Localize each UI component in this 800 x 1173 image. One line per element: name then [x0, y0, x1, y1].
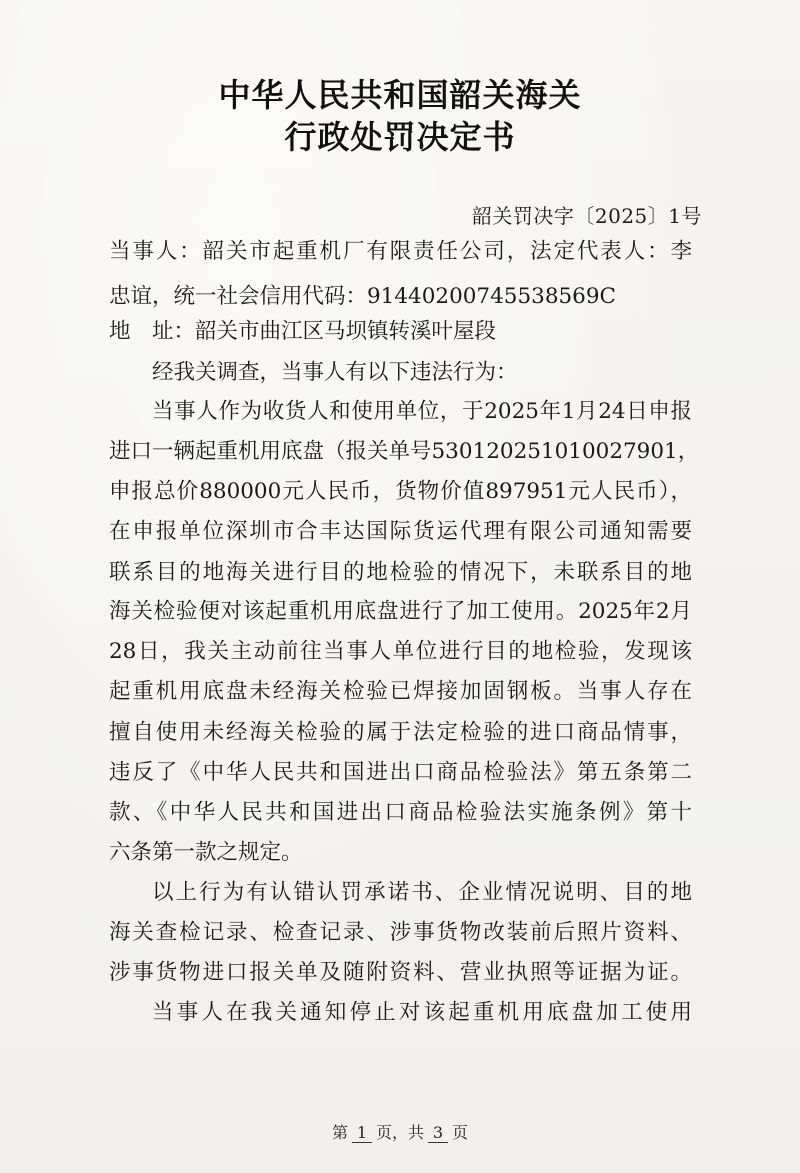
- text-line: 当事人作为收货人和使用单位，于2025年1月24日申报: [152, 399, 692, 424]
- text-line: 忠谊，统一社会信用代码：91440200745538569C: [109, 284, 616, 309]
- text-line: 款、《中华人民共和国进出口商品检验法实施条例》第十: [109, 800, 692, 825]
- text-line: 联系目的地海关进行目的地检验的情况下，未联系目的地: [109, 560, 692, 585]
- page-footer: [0, 1120, 800, 1143]
- document-number: 韶关罚决字〔2025〕1号: [471, 204, 702, 228]
- footer-suffix: 页: [452, 1123, 469, 1142]
- document-title-line1: 中华人民共和国韶关海关: [218, 76, 582, 114]
- text-line: 以上行为有认错认罚承诺书、企业情况说明、目的地: [152, 880, 692, 905]
- document-title-line2: 行政处罚决定书: [284, 118, 516, 156]
- text-line: 六条第一款之规定。: [109, 840, 303, 865]
- text-line: 海关查检记录、检查记录、涉事货物改装前后照片资料、: [109, 920, 692, 945]
- text-line: 经我关调查，当事人有以下违法行为：: [152, 360, 518, 385]
- text-line: 28日，我关主动前往当事人单位进行目的地检验，发现该: [109, 639, 692, 664]
- total-page-number: 3: [428, 1123, 448, 1143]
- text-line: 地 址：韶关市曲江区马坝镇转溪叶屋段: [109, 319, 497, 344]
- text-line: 涉事货物进口报关单及随附资料、营业执照等证据为证。: [109, 960, 692, 985]
- text-line: 擅自使用未经海关检验的属于法定检验的进口商品情事，: [109, 720, 692, 745]
- text-line: 海关检验便对该起重机用底盘进行了加工使用。2025年2月: [109, 599, 692, 624]
- current-page-number: 1: [352, 1123, 372, 1143]
- footer-prefix: 第: [331, 1123, 348, 1142]
- text-line: 违反了《中华人民共和国进出口商品检验法》第五条第二: [109, 760, 692, 785]
- text-line: 申报总价880000元人民币，货物价值897951元人民币），: [109, 479, 692, 504]
- footer-middle: 页，共: [375, 1123, 424, 1142]
- text-line: 当事人：韶关市起重机厂有限责任公司，法定代表人：李: [109, 239, 692, 264]
- text-line: 当事人在我关通知停止对该起重机用底盘加工使用: [152, 1000, 692, 1025]
- text-line: 起重机用底盘未经海关检验已焊接加固钢板。当事人存在: [109, 679, 692, 704]
- text-line: 在申报单位深圳市合丰达国际货运代理有限公司通知需要: [109, 519, 692, 544]
- text-line: 进口一辆起重机用底盘（报关单号530120251010027901，: [109, 439, 700, 464]
